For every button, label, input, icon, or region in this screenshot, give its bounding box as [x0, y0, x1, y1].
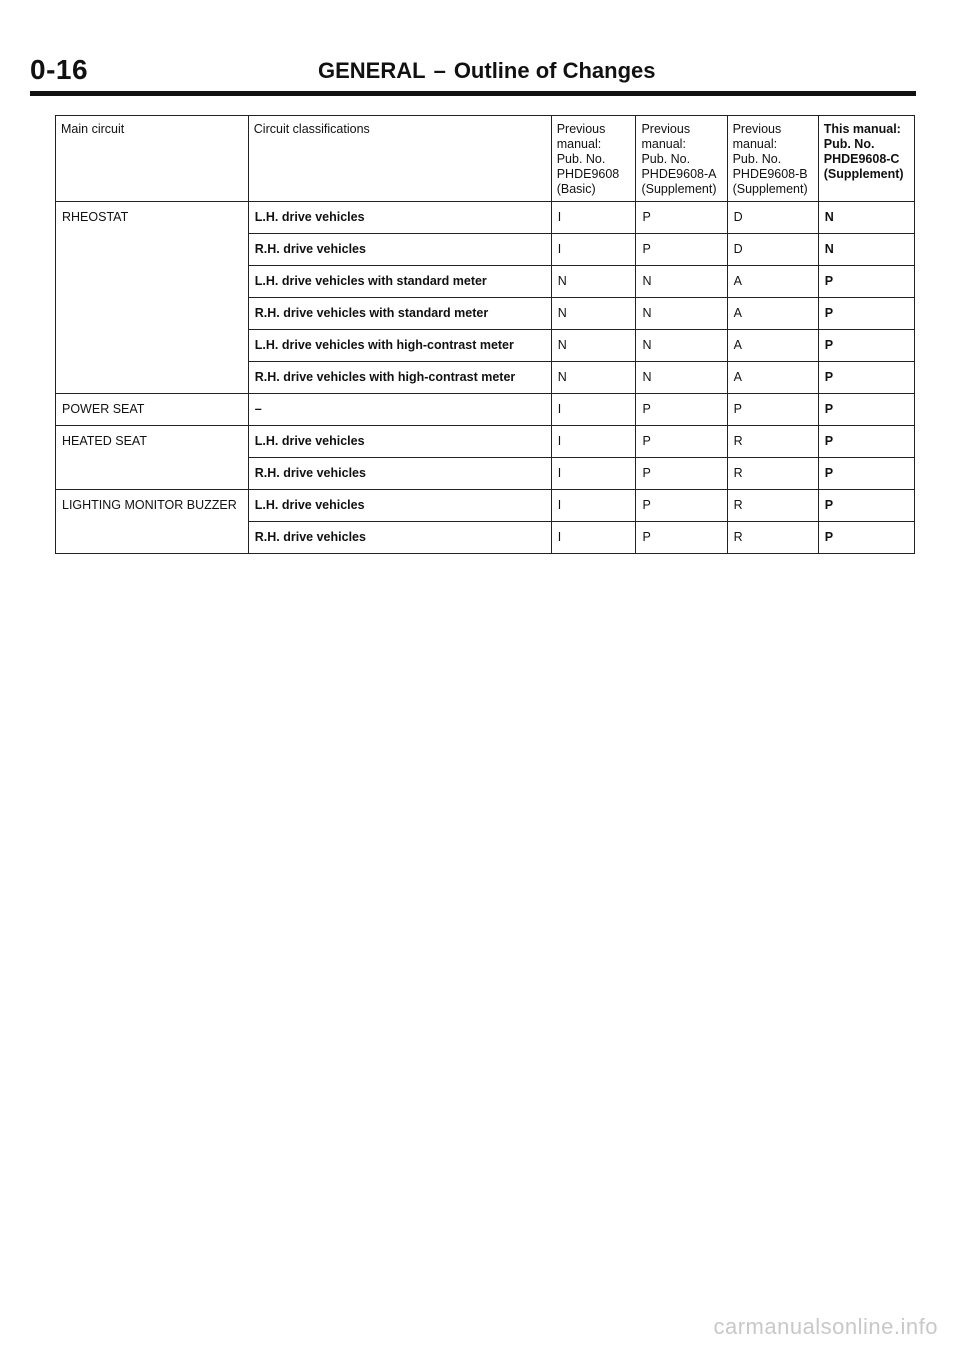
basic-manual-cell: N: [551, 266, 636, 298]
header-line: PHDE9608-C: [823, 152, 900, 166]
circuit-classification-cell: –: [248, 394, 551, 426]
header-line: PHDE9608-B: [732, 167, 808, 181]
basic-manual-cell: I: [551, 426, 636, 458]
page-title: [318, 58, 656, 84]
header-line: (Supplement): [823, 167, 904, 181]
this-manual-cell: N: [818, 202, 914, 234]
header-main-circuit: Main circuit: [56, 116, 249, 202]
supplement-b-cell: R: [727, 522, 818, 554]
watermark: carmanualsonline.info: [713, 1314, 938, 1339]
circuit-classification-cell: R.H. drive vehicles: [248, 522, 551, 554]
circuit-classification-cell: R.H. drive vehicles: [248, 234, 551, 266]
supplement-a-cell: N: [636, 298, 727, 330]
basic-manual-cell: I: [551, 202, 636, 234]
header-line: Pub. No.: [556, 152, 606, 166]
supplement-b-cell: A: [727, 266, 818, 298]
basic-manual-cell: I: [551, 394, 636, 426]
table-header-row: [56, 116, 915, 202]
main-circuit-cell: LIGHTING MONITOR BUZZER: [56, 490, 249, 554]
header-line: (Basic): [556, 182, 596, 196]
supplement-b-cell: R: [727, 490, 818, 522]
this-manual-cell: P: [818, 362, 914, 394]
supplement-a-cell: N: [636, 330, 727, 362]
circuit-classification-cell: R.H. drive vehicles with standard meter: [248, 298, 551, 330]
circuit-classification-cell: L.H. drive vehicles: [248, 490, 551, 522]
title-dash: –: [433, 58, 446, 83]
this-manual-cell: P: [818, 490, 914, 522]
table-row: [56, 490, 915, 522]
circuit-classification-cell: L.H. drive vehicles: [248, 202, 551, 234]
header-line: manual:: [556, 137, 602, 151]
main-circuit-cell: RHEOSTAT: [56, 202, 249, 394]
supplement-a-cell: P: [636, 426, 727, 458]
header-line: PHDE9608-A: [641, 167, 717, 181]
changes-table: [55, 115, 915, 554]
header-line: manual:: [732, 137, 778, 151]
this-manual-cell: P: [818, 522, 914, 554]
header-line: (Supplement): [641, 182, 717, 196]
page-number: 0-16: [30, 54, 89, 85]
basic-manual-cell: I: [551, 522, 636, 554]
main-circuit-cell: HEATED SEAT: [56, 426, 249, 490]
header-line: Previous: [732, 122, 782, 136]
table-body: [56, 116, 915, 554]
supplement-a-cell: P: [636, 490, 727, 522]
circuit-classification-cell: L.H. drive vehicles with standard meter: [248, 266, 551, 298]
basic-manual-cell: N: [551, 298, 636, 330]
basic-manual-cell: I: [551, 490, 636, 522]
supplement-a-cell: P: [636, 202, 727, 234]
table-row: [56, 426, 915, 458]
main-circuit-cell: POWER SEAT: [56, 394, 249, 426]
circuit-classification-cell: L.H. drive vehicles with high-contrast meter: [248, 330, 551, 362]
header-rule: [30, 91, 916, 96]
this-manual-cell: P: [818, 266, 914, 298]
supplement-a-cell: N: [636, 362, 727, 394]
header-circuit-classifications: Circuit classifications: [248, 116, 551, 202]
header-line: (Supplement): [732, 182, 808, 196]
header-previous-b: [727, 116, 818, 202]
supplement-b-cell: R: [727, 426, 818, 458]
supplement-b-cell: P: [727, 394, 818, 426]
header-line: Pub. No.: [641, 152, 691, 166]
header-previous-basic: [551, 116, 636, 202]
section-subtitle: Outline of Changes: [453, 58, 656, 83]
basic-manual-cell: I: [551, 234, 636, 266]
supplement-b-cell: R: [727, 458, 818, 490]
supplement-b-cell: A: [727, 298, 818, 330]
supplement-a-cell: P: [636, 458, 727, 490]
this-manual-cell: P: [818, 426, 914, 458]
header-line: Pub. No.: [732, 152, 782, 166]
basic-manual-cell: N: [551, 362, 636, 394]
header-line: Previous: [556, 122, 606, 136]
basic-manual-cell: I: [551, 458, 636, 490]
supplement-b-cell: D: [727, 202, 818, 234]
supplement-a-cell: P: [636, 522, 727, 554]
supplement-a-cell: N: [636, 266, 727, 298]
supplement-a-cell: P: [636, 394, 727, 426]
this-manual-cell: P: [818, 298, 914, 330]
header-line: This manual:: [823, 122, 901, 136]
header-line: Previous: [641, 122, 691, 136]
section-name: GENERAL: [318, 58, 426, 83]
this-manual-cell: P: [818, 330, 914, 362]
table-row: [56, 202, 915, 234]
circuit-classification-cell: R.H. drive vehicles with high-contrast meter: [248, 362, 551, 394]
this-manual-cell: N: [818, 234, 914, 266]
header-this-manual: [818, 116, 914, 202]
supplement-a-cell: P: [636, 234, 727, 266]
header-line: Pub. No.: [823, 137, 875, 151]
table-row: [56, 394, 915, 426]
header-line: PHDE9608: [556, 167, 620, 181]
this-manual-cell: P: [818, 458, 914, 490]
basic-manual-cell: N: [551, 330, 636, 362]
header-line: manual:: [641, 137, 686, 151]
this-manual-cell: P: [818, 394, 914, 426]
header-previous-a: [636, 116, 727, 202]
circuit-classification-cell: L.H. drive vehicles: [248, 426, 551, 458]
supplement-b-cell: A: [727, 330, 818, 362]
supplement-b-cell: A: [727, 362, 818, 394]
circuit-classification-cell: R.H. drive vehicles: [248, 458, 551, 490]
supplement-b-cell: D: [727, 234, 818, 266]
